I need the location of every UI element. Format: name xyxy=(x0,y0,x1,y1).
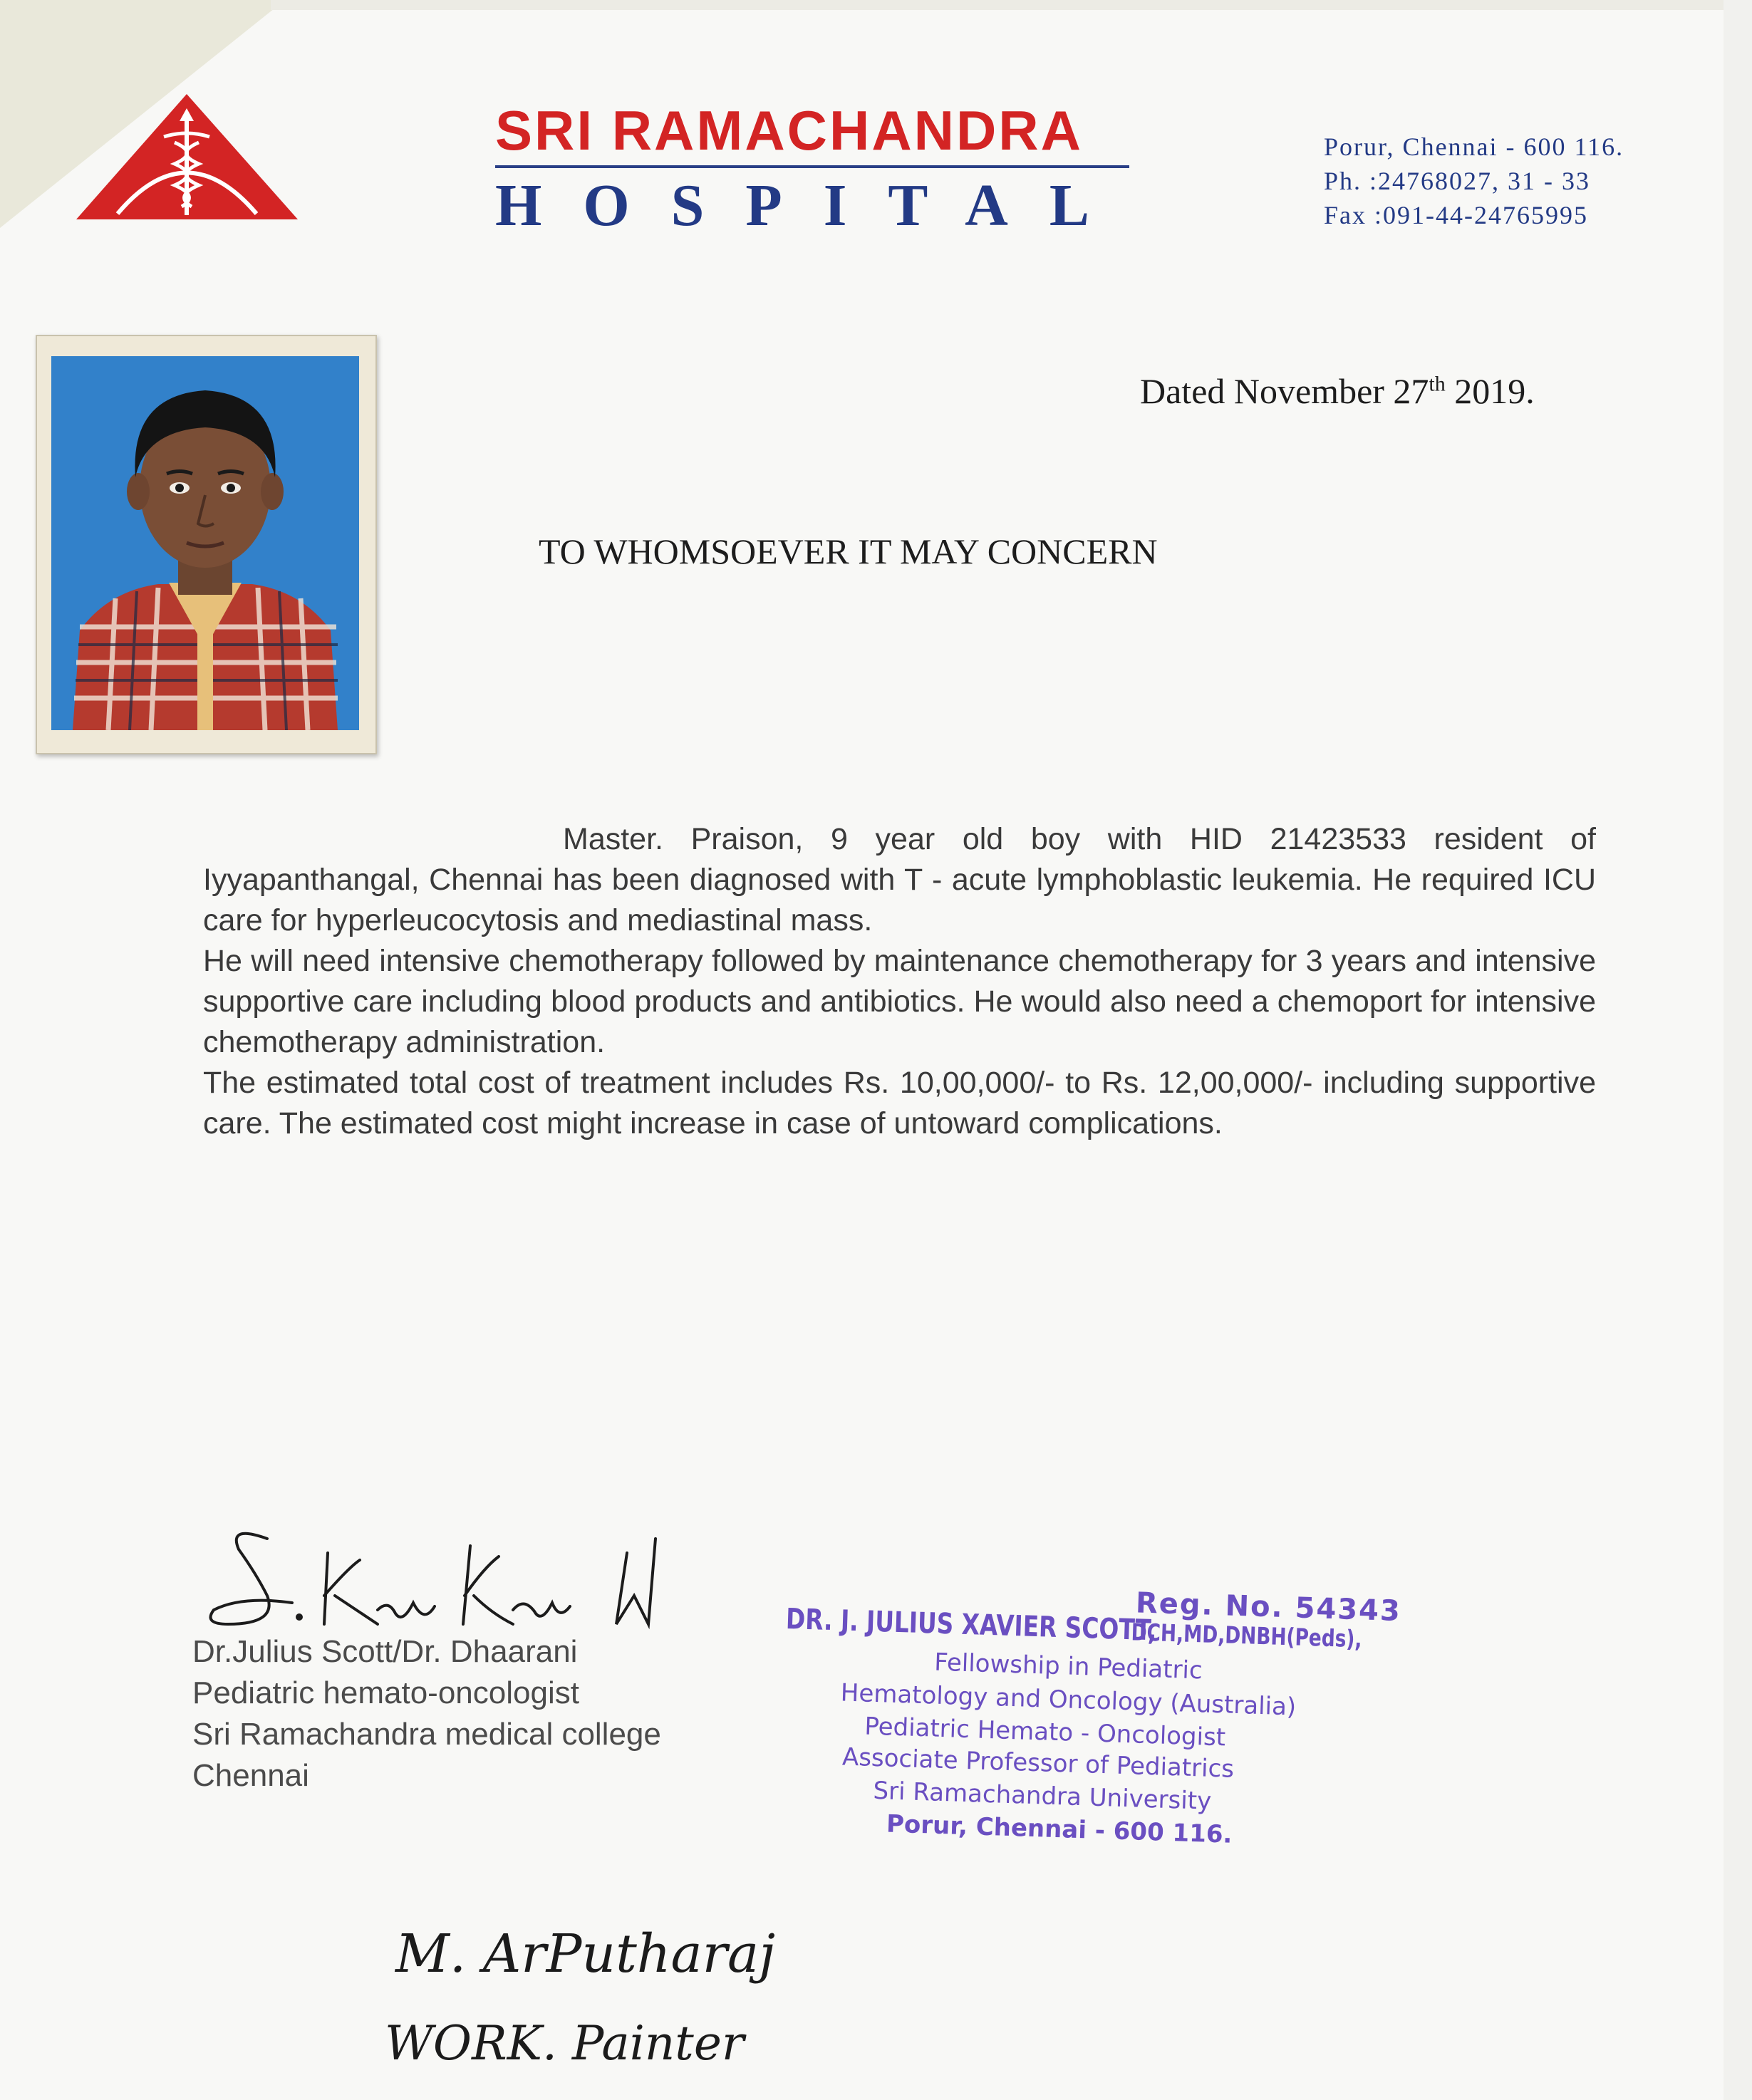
stamp-line: Porur, Chennai - 600 116. xyxy=(886,1809,1233,1849)
date-year: 2019. xyxy=(1445,371,1535,411)
patient-photo xyxy=(36,335,377,754)
handwritten-name: M. ArPutharaj xyxy=(395,1923,776,1985)
stamp-line: Pediatric Hemato - Oncologist xyxy=(864,1712,1226,1752)
phone-line: Ph. :24768027, 31 - 33 xyxy=(1324,167,1591,195)
scan-edge-right xyxy=(1724,0,1752,2100)
signatory-institution: Sri Ramachandra medical college xyxy=(192,1717,661,1752)
body-paragraph: Master. Praison, 9 year old boy with HID 21423533 resident of Iyyapanthangal, Chennai has been diagnosed with T - acute lymphoblastic leukemia. He required ICU care for hyperleucocytosis and mediastinal mass. xyxy=(203,822,1596,937)
doctor-stamp xyxy=(778,1576,1402,1880)
signatory-name: Dr.Julius Scott/Dr. Dhaarani xyxy=(192,1634,578,1669)
stamp-reg-no: Reg. No. 54343 xyxy=(1135,1586,1402,1628)
letter-body xyxy=(203,819,1596,1144)
scan-edge-top xyxy=(271,0,1752,10)
letter-subject: TO WHOMSOEVER IT MAY CONCERN xyxy=(539,531,1158,571)
stamp-line: Fellowship in Pediatric xyxy=(933,1648,1203,1685)
stamp-degrees: DCH,MD,DNBH(Peds), xyxy=(1131,1618,1363,1653)
hospital-name: SRI RAMACHANDRA xyxy=(495,99,1083,162)
signatory-title: Pediatric hemato-oncologist xyxy=(192,1675,579,1710)
letterhead-rule xyxy=(495,165,1129,168)
doctor-signature xyxy=(199,1517,670,1638)
signatory-block xyxy=(192,1631,661,1797)
hospital-address xyxy=(1324,130,1624,232)
stamp-line: Sri Ramachandra University xyxy=(872,1776,1212,1816)
signatory-city: Chennai xyxy=(192,1758,309,1793)
letter-date xyxy=(1140,370,1535,412)
date-prefix: Dated November 27 xyxy=(1140,371,1429,411)
stamp-doctor-name: DR. J. JULIUS XAVIER SCOTT, xyxy=(785,1602,1158,1648)
handwritten-note xyxy=(385,1909,826,2094)
handwritten-occupation: WORK. Painter xyxy=(385,2016,745,2071)
date-ordinal: th xyxy=(1429,372,1446,396)
address-line: Porur, Chennai - 600 116. xyxy=(1324,132,1624,161)
body-paragraph: The estimated total cost of treatment includes Rs. 10,00,000/- to Rs. 12,00,000/- including supportive care. The estimated cost might increase in case of untoward complications. xyxy=(203,1066,1596,1140)
stamp-line: Hematology and Oncology (Australia) xyxy=(840,1678,1297,1722)
stamp-line: Associate Professor of Pediatrics xyxy=(841,1742,1235,1784)
fax-line: Fax :091-44-24765995 xyxy=(1324,201,1588,229)
hospital-subtitle: HOSPITAL xyxy=(495,172,1131,239)
hospital-logo-icon xyxy=(75,93,299,221)
patient-portrait-icon xyxy=(51,356,359,730)
body-paragraph: He will need intensive chemotherapy followed by maintenance chemotherapy for 3 years and intensive supportive care including blood products and antibiotics. He would also need a chemoport for intensive chemotherapy administration. xyxy=(203,944,1596,1059)
